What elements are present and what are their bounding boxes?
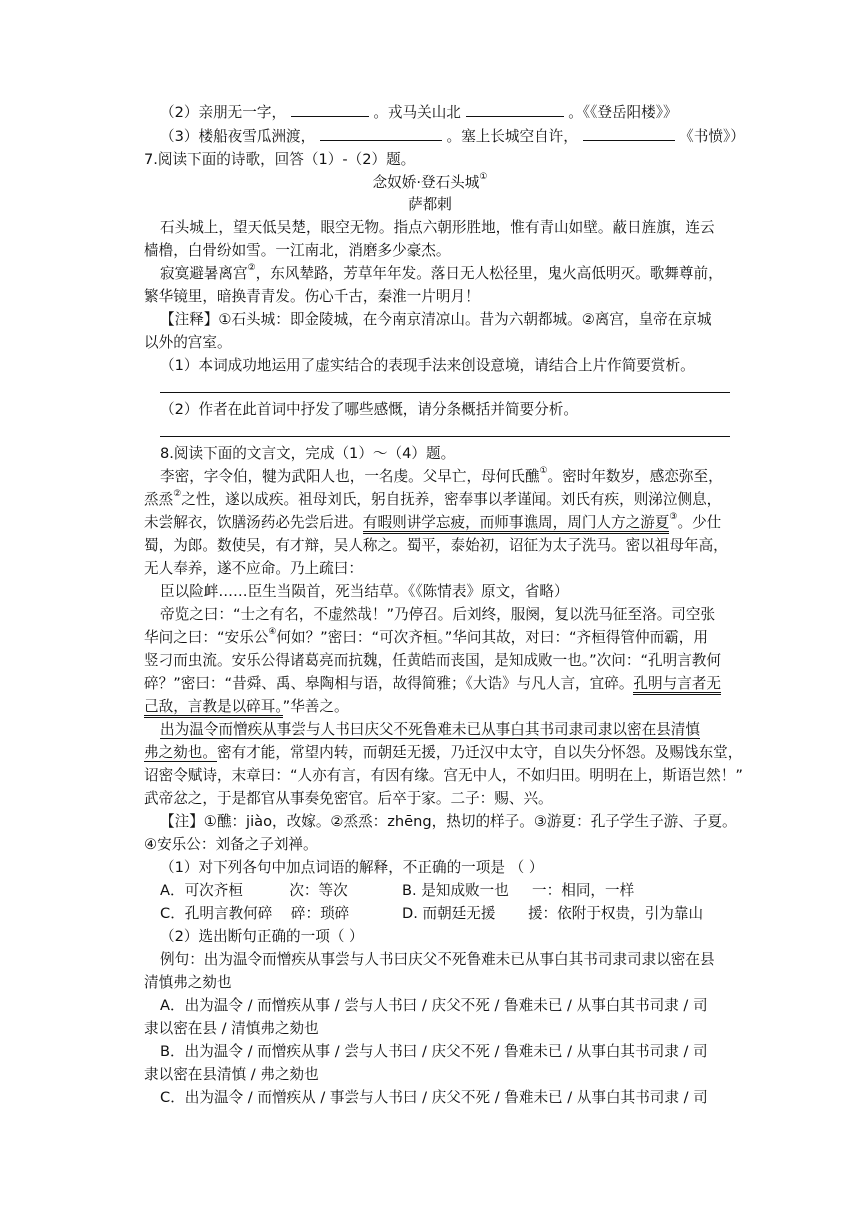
q8-sub2: （2）选出断句正确的一项（ ） (160, 928, 364, 945)
poem-line: 寂寞避暑离宫②，东风辇路，芳草年年发。落日无人松径里，鬼火高低明灭。歌舞尊前， (160, 263, 723, 282)
fill-q2: （2）亲朋无一字， 。戎马关山北 。《《登岳阳楼》》 (160, 104, 678, 121)
example-line: 例句：出为温令而憎疾从事尝与人书曰庆父不死鲁难未已从事白其书司隶司隶以密在县 (160, 951, 715, 968)
option-row (160, 881, 730, 900)
text-line: 未尝解衣，饮膳汤药必先尝后进。有暇则讲学忘疲，而师事谯周，周门人方之游夏③。少仕 (144, 513, 730, 532)
text-line (160, 720, 730, 739)
q8-prompt: 8.阅读下面的文言文，完成（1）～（4）题。 (160, 445, 456, 462)
text-line: 己敌，言教是以碎耳。”华善之。 (144, 697, 730, 716)
answer-blank[interactable] (320, 127, 442, 141)
option-b[interactable]: B．出为温令 / 而憎疾从事 / 尝与人书曰 / 庆父不死 / 鲁难未已 / 从事白其书司隶 / 司 (160, 1043, 708, 1060)
poem-line: 樯橹，白骨纷如雪。一江南北，消磨多少豪杰。 (144, 242, 451, 259)
answer-blank[interactable] (583, 127, 675, 141)
example-line: 清慎弗之劾也 (144, 974, 232, 991)
option-row (160, 904, 730, 923)
q7-sub2: （2）作者在此首词中抒发了哪些感慨，请分条概括并简要分析。 (160, 401, 578, 418)
poem-note: 以外的宫室。 (144, 334, 232, 351)
text-line: 蜀，为郎。数使吴，有才辩，吴人称之。蜀平，泰始初，诏征为太子洗马。密以祖母年高， (144, 537, 728, 554)
option-c[interactable]: C．孔明言教何碎 碎：琐碎 (160, 905, 350, 922)
text-line: 帝览之曰：“士之有名，不虚然哉！”乃停召。后刘终，服阕，复以洗马征至洛。司空张 (160, 606, 716, 623)
text-line: 李密，字令伯，犍为武阳人也，一名虔。父早亡，母何氏醮①。密时年数岁，感恋弥至， (160, 466, 723, 485)
text-line: 竖刁而虫流。安乐公得诸葛亮而抗魏，任黄皓而丧国，是知成败一也。”次问：“孔明言教何 (144, 652, 721, 669)
text-note: 【注】①醮：jiào，改嫁。②烝烝：zhēng，热切的样子。③游夏：孔子学生子游、子夏。 (160, 813, 737, 830)
underlined-sentence: 孔明与言者无 (633, 675, 721, 695)
q8-sub1: （1）对下列各句中加点词语的解释，不正确的一项是 （ ） (160, 859, 544, 876)
underlined-passage: 弗之劾也。 (144, 744, 217, 761)
option-a[interactable]: A．可次齐桓 次：等次 (160, 882, 348, 899)
text-line: 碎？”密曰：“昔舜、禹、皋陶相与语，故得简雅；《大诰》与凡人言，宜碎。孔明与言者无 (144, 674, 730, 693)
text-line: 臣以险衅……臣生当陨首，死当结草。《《陈情表》原文，省略） (160, 583, 569, 600)
answer-line[interactable] (160, 392, 730, 393)
text-line: 华问之曰：“安乐公④何如？”密曰：“可次齐桓。”华问其故，对曰：“齐桓得管仲而霸，用 (144, 627, 708, 646)
option-b[interactable]: B. 是知成败一也 一：相同，一样 (402, 882, 635, 899)
option-d[interactable]: D. 而朝廷无援 援：依附于权贵，引为靠山 (402, 905, 704, 922)
fill-q3: （3）楼船夜雪瓜洲渡， 。塞上长城空自许， 《书愤》） (160, 128, 745, 145)
poem-line: 繁华镜里，暗换青青发。伤心千古，秦淮一片明月！ (144, 288, 480, 305)
text-line: 武帝忿之，于是都官从事奏免密官。后卒于家。二子：赐、兴。 (144, 790, 553, 807)
poem-title: 念奴娇·登石头城① (372, 172, 488, 191)
answer-line[interactable] (160, 436, 730, 437)
option-a-cont: 隶以密在县 / 清慎弗之劾也 (144, 1020, 319, 1037)
poem-author: 萨都剌 (408, 196, 452, 213)
underlined-passage: 出为温令而憎疾从事尝与人书曰庆父不死鲁难未已从事白其书司隶司隶以密在县清慎 (160, 721, 700, 738)
q7-sub1: （1）本词成功地运用了虚实结合的表现手法来创设意境，请结合上片作简要赏析。 (160, 357, 695, 374)
option-b-cont: 隶以密在县清慎 / 弗之劾也 (144, 1066, 319, 1083)
text-line: 无人奉养，遂不应命。乃上疏曰： (144, 560, 363, 577)
text-note: ④安乐公：刘备之子刘禅。 (144, 836, 318, 853)
option-c[interactable]: C．出为温令 / 而憎疾从 / 事尝与人书曰 / 庆父不死 / 鲁难未已 / 从事白其书司隶 / 司 (160, 1089, 708, 1106)
text-line: 弗之劾也。密有才能，常望内转，而朝廷无援，乃迁汉中太守，自以失分怀怨。及赐饯东堂， (144, 744, 743, 761)
text-line: 烝烝②之性，遂以成疾。祖母刘氏，躬自抚养，密奉事以孝谨闻。刘氏有疾，则涕泣侧息， (144, 489, 722, 508)
option-a[interactable]: A．出为温令 / 而憎疾从事 / 尝与人书曰 / 庆父不死 / 鲁难未已 / 从事白其书司隶 / 司 (160, 997, 708, 1014)
poem-line: 石头城上，望天低吴楚，眼空无物。指点六朝形胜地，惟有青山如壁。蔽日旌旗，连云 (160, 219, 715, 236)
q7-prompt: 7.阅读下面的诗歌，回答（1）-（2）题。 (144, 151, 416, 168)
answer-blank[interactable] (291, 103, 369, 117)
underlined-sentence: 有暇则讲学忘疲，而师事谯周，周门人方之游夏 (363, 514, 669, 534)
underlined-sentence: 己敌，言教是以碎耳。 (144, 698, 283, 718)
poem-note: 【注释】①石头城：即金陵城，在今南京清凉山。昔为六朝都城。②离宫，皇帝在京城 (160, 311, 712, 328)
text-line: 诏密令赋诗，末章曰：“人亦有言，有因有缘。宫无中人，不如归田。明明在上，斯语岂然！” (144, 767, 743, 784)
answer-blank[interactable] (466, 103, 564, 117)
